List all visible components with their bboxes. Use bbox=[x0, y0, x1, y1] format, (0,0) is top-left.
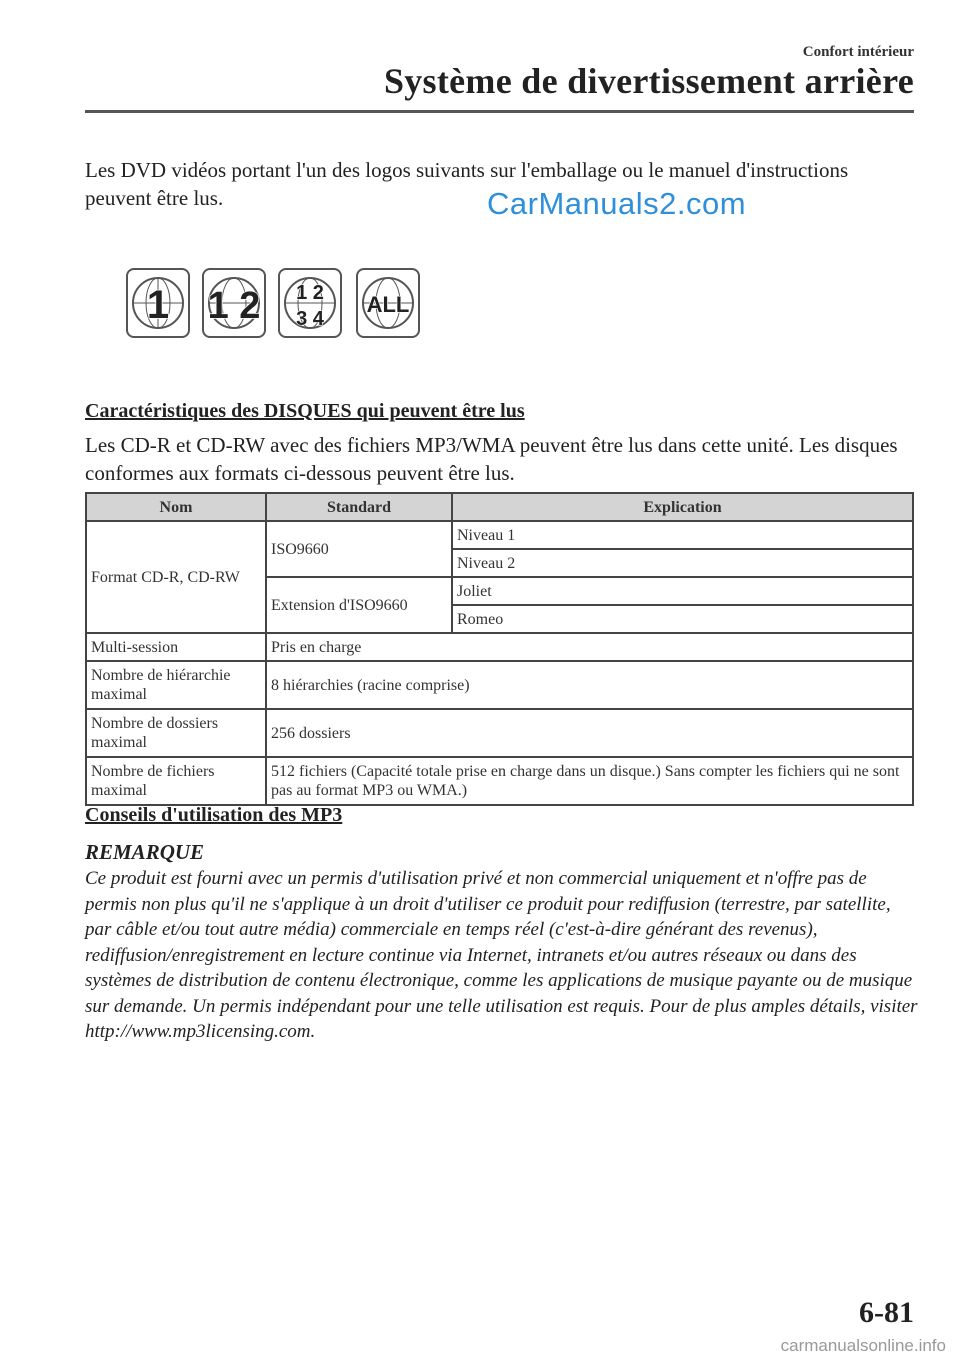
section-disques-paragraph: Les CD-R et CD-RW avec des fichiers MP3/WMA peuvent être lus dans cette unité. Les disques conformes aux formats ci-dessous peuvent être lus. bbox=[85, 433, 898, 485]
hierarchy-value-cell: 8 hiérarchies (racine comprise) bbox=[266, 661, 913, 709]
svg-text:1 2: 1 2 bbox=[296, 282, 324, 304]
header-divider bbox=[85, 110, 914, 113]
files-name-cell: Nombre de fichiers maximal bbox=[86, 757, 266, 805]
region-1-2-logo-icon bbox=[202, 268, 266, 338]
remarque-heading: REMARQUE bbox=[85, 840, 205, 864]
svg-text:ALL: ALL bbox=[366, 292, 410, 317]
hierarchy-name-cell: Nombre de hiérarchie maximal bbox=[86, 661, 266, 709]
region-all-logo-icon bbox=[356, 268, 420, 338]
romeo-cell: Romeo bbox=[452, 605, 913, 633]
folders-value-cell: 256 dossiers bbox=[266, 709, 913, 757]
section-name: Confort intérieur bbox=[802, 44, 914, 60]
section-title-mp3: Conseils d'utilisation des MP3 bbox=[85, 804, 343, 826]
files-value-cell: 512 fichiers (Capacité totale prise en charge dans un disque.) Sans compter les fichiers qui ne sont pas au format MP3 ou WMA.) bbox=[266, 757, 913, 805]
table-header-nom: Nom bbox=[86, 493, 266, 521]
remarque-paragraph: Ce produit est fourni avec un permis d'utilisation privé et non commercial uniquement et n'offre pas de permis non plus qu'il ne s'applique à un droit d'utiliser ce produit pour rediffusion (terrestre, par satellite, par câble et/ou tout autre média) commerciale en temps réel (c'est-à-dire générant des revenus), rediffusion/enregistrement en lecture continue via Internet, intranets et/ou autres réseaux ou dans des systèmes de distribution de contenu électronique, comme les applications de musique payante ou de musique sur demande. Un permis indépendant pour une telle utilisation est requis. Pour de plus amples détails, visiter http://www.mp3licensing.com. bbox=[85, 868, 918, 1042]
table-row bbox=[86, 633, 913, 661]
disc-spec-table bbox=[85, 492, 914, 806]
svg-text:1: 1 bbox=[146, 283, 170, 327]
joliet-cell: Joliet bbox=[452, 577, 913, 605]
svg-text:3 4: 3 4 bbox=[296, 308, 324, 330]
table-row bbox=[86, 709, 913, 757]
folders-name-cell: Nombre de dossiers maximal bbox=[86, 709, 266, 757]
table-row bbox=[86, 661, 913, 709]
page-number: 6-81 bbox=[859, 1296, 914, 1329]
region-1-logo-icon bbox=[126, 268, 190, 338]
niveau1-cell: Niveau 1 bbox=[452, 521, 913, 549]
table-row bbox=[86, 521, 913, 549]
region-1-4-logo-icon bbox=[278, 268, 342, 338]
multisession-value-cell: Pris en charge bbox=[266, 633, 913, 661]
watermark-text: CarManuals2.com bbox=[487, 186, 747, 221]
svg-text:1 2: 1 2 bbox=[207, 285, 261, 327]
section-title-disques: Caractéristiques des DISQUES qui peuvent être lus bbox=[85, 400, 525, 422]
page-title: Système de divertissement arrière bbox=[383, 61, 914, 101]
niveau2-cell: Niveau 2 bbox=[452, 549, 913, 577]
extension-cell: Extension d'ISO9660 bbox=[266, 577, 452, 633]
multisession-name-cell: Multi-session bbox=[86, 633, 266, 661]
iso9660-cell: ISO9660 bbox=[266, 521, 452, 577]
table-header-explication: Explication bbox=[452, 493, 913, 521]
intro-paragraph: Les DVD vidéos portant l'un des logos suivants sur l'emballage ou le manuel d'instructions peuvent être lus. bbox=[85, 158, 849, 210]
table-header-row bbox=[86, 493, 913, 521]
table-header-standard: Standard bbox=[266, 493, 452, 521]
table-row bbox=[86, 757, 913, 805]
footer-watermark: carmanualsonline.info bbox=[780, 1336, 946, 1355]
format-cell: Format CD-R, CD-RW bbox=[86, 521, 266, 633]
